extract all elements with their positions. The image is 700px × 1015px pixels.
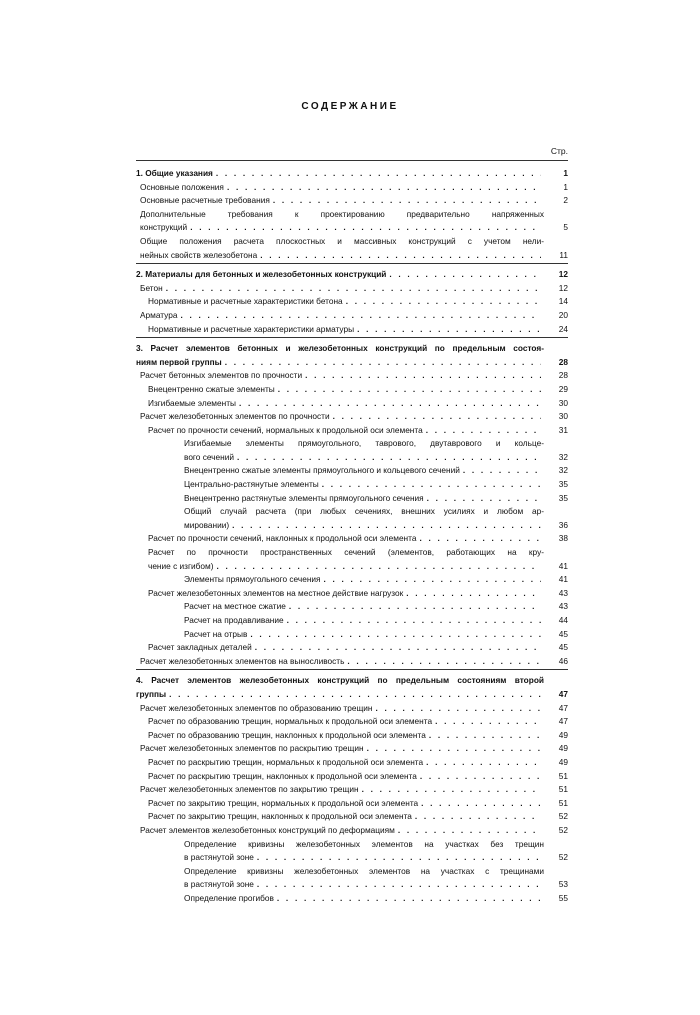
toc-item[interactable] — [136, 600, 568, 614]
toc-item[interactable] — [136, 715, 568, 729]
dot-leader — [216, 167, 541, 181]
toc-item-text: Внецентренно сжатые элементы прямоугольного и кольцевого сечений — [184, 465, 460, 476]
toc-page-number: 11 — [559, 249, 568, 260]
dot-leader — [257, 878, 541, 892]
dot-leader — [255, 641, 541, 655]
toc-item[interactable] — [136, 641, 568, 655]
toc-item[interactable] — [136, 282, 568, 296]
dot-leader — [324, 573, 541, 587]
toc-item[interactable] — [136, 702, 568, 716]
toc-item[interactable] — [136, 383, 568, 397]
toc-item[interactable] — [136, 824, 568, 838]
toc-item-text: Расчет элементов железобетонных конструкций по деформациям — [140, 824, 395, 835]
toc-page-number: 2 — [563, 195, 568, 206]
toc-page-number: 28 — [558, 370, 568, 381]
toc-item[interactable] — [136, 655, 568, 669]
toc-item-text: Внецентренно сжатые элементы — [148, 383, 275, 394]
dot-leader — [216, 560, 541, 574]
toc-page-number: 49 — [558, 729, 568, 740]
dot-leader — [362, 783, 541, 797]
toc-item-text: Арматура — [140, 309, 178, 320]
dot-leader — [180, 309, 541, 323]
dot-leader — [426, 424, 541, 438]
toc-page-number: 35 — [558, 479, 568, 490]
toc-item-text: Расчет на местное сжатие — [184, 601, 286, 612]
toc-item[interactable] — [136, 369, 568, 383]
toc-item[interactable] — [136, 587, 568, 601]
section-divider — [136, 669, 568, 670]
toc-item-text: Расчет железобетонных элементов по раскрытию трещин — [140, 743, 364, 754]
toc-item-text: Нормативные и расчетные характеристики бетона — [148, 296, 343, 307]
toc-item[interactable] — [136, 810, 568, 824]
toc-page-number: 14 — [558, 296, 568, 307]
toc-item-text: Расчет по закрытию трещин, наклонных к продольной оси элемента — [148, 811, 412, 822]
toc-item-text: Расчет железобетонных элементов по прочности — [140, 411, 330, 422]
toc-page-number: 55 — [558, 892, 568, 903]
dot-leader — [232, 519, 541, 533]
toc-item[interactable] — [136, 295, 568, 309]
dot-leader — [429, 729, 541, 743]
toc-chapter[interactable] — [136, 268, 568, 282]
toc-page-number: 36 — [558, 519, 568, 530]
section-divider — [136, 263, 568, 264]
toc-item-text: Расчет по закрытию трещин, нормальных к продольной оси элемента — [148, 797, 419, 808]
toc-page-number: 12 — [558, 269, 568, 280]
dot-leader — [260, 249, 541, 263]
toc-page-number: 29 — [558, 383, 568, 394]
dot-leader — [169, 688, 541, 702]
toc-page-number: 45 — [558, 642, 568, 653]
toc-page-number: 45 — [558, 628, 568, 639]
toc-item-text: Расчет по прочности сечений, нормальных к продольной оси элемента — [148, 424, 423, 435]
toc-item[interactable] — [136, 797, 568, 811]
toc-item-text: Нормативные и расчетные характеристики арматуры — [148, 323, 355, 334]
toc-item[interactable] — [136, 614, 568, 628]
dot-leader — [367, 742, 541, 756]
dot-leader — [376, 702, 541, 716]
toc-item[interactable] — [136, 323, 568, 337]
toc-item-text: Расчет на продавливание — [184, 615, 284, 625]
toc-page-number: 41 — [558, 574, 568, 585]
dot-leader — [427, 492, 541, 506]
toc-item-text: 4. Расчет элементов железобетонных конструкций по предельным состояниям второй — [136, 675, 544, 686]
toc-page-number: 52 — [558, 852, 568, 863]
toc-item[interactable] — [136, 628, 568, 642]
toc-item-text: в растянутой зоне — [184, 852, 254, 863]
header-rule — [136, 160, 568, 161]
dot-leader — [278, 383, 541, 397]
dot-leader — [421, 797, 541, 811]
toc-page-number: 47 — [558, 716, 568, 727]
dot-leader — [415, 810, 541, 824]
toc-item[interactable] — [136, 546, 568, 573]
toc-page-number: 35 — [558, 492, 568, 503]
toc-item[interactable] — [136, 729, 568, 743]
dot-leader — [237, 451, 541, 465]
toc-item[interactable] — [136, 424, 568, 438]
toc-item-text: Расчет по раскрытию трещин, нормальных к продольной оси элемента — [148, 756, 424, 767]
toc-item-text: конструкций — [140, 222, 188, 233]
toc-item[interactable] — [136, 437, 568, 464]
toc-item[interactable] — [136, 756, 568, 770]
toc-page-number: 52 — [558, 811, 568, 822]
dot-leader — [463, 464, 541, 478]
table-of-contents — [136, 167, 568, 905]
toc-item-text: нейных свойств железобетона — [140, 249, 258, 260]
toc-item-text: чение с изгибом) — [148, 560, 214, 571]
toc-item[interactable] — [136, 478, 568, 492]
toc-page-number: 12 — [558, 282, 568, 293]
toc-item-text: Изгибаемые элементы прямоугольного, таврового, двутаврового и кольце- — [184, 438, 544, 449]
toc-item[interactable] — [136, 783, 568, 797]
toc-item[interactable] — [136, 194, 568, 208]
toc-item[interactable] — [136, 865, 568, 892]
dot-leader — [227, 181, 541, 195]
dot-leader — [420, 770, 541, 784]
page-column-header: Стр. — [550, 146, 568, 156]
dot-leader — [166, 282, 541, 296]
toc-page-number: 24 — [558, 323, 568, 334]
toc-item-text: Определение кривизны железобетонных элементов на участках с трещинами — [184, 865, 544, 876]
toc-item[interactable] — [136, 464, 568, 478]
toc-item-text: Расчет железобетонных элементов на местное действие нагрузок — [148, 587, 404, 598]
toc-item[interactable] — [136, 573, 568, 587]
toc-page-number: 51 — [558, 797, 568, 808]
dot-leader — [357, 323, 541, 337]
dot-leader — [277, 892, 541, 906]
toc-item[interactable] — [136, 532, 568, 546]
toc-item[interactable] — [136, 208, 568, 235]
toc-item-text: Расчет закладных деталей — [148, 642, 252, 653]
toc-page-number: 46 — [558, 655, 568, 666]
dot-leader — [435, 715, 541, 729]
toc-item[interactable] — [136, 309, 568, 323]
toc-item-text: в растянутой зоне — [184, 879, 254, 890]
toc-page-number: 43 — [558, 601, 568, 612]
toc-page-number: 31 — [558, 424, 568, 435]
dot-leader — [426, 756, 541, 770]
toc-chapter[interactable] — [136, 674, 568, 701]
toc-item-text: Элементы прямоугольного сечения — [184, 574, 321, 585]
toc-item[interactable] — [136, 397, 568, 411]
toc-item[interactable] — [136, 838, 568, 865]
toc-page-number: 41 — [558, 560, 568, 571]
toc-item-text: Расчет по прочности сечений, наклонных к продольной оси элемента — [148, 533, 417, 544]
toc-page-number: 30 — [558, 411, 568, 422]
dot-leader — [398, 824, 541, 838]
toc-item-text: Основные расчетные требования — [140, 195, 270, 206]
dot-leader — [346, 295, 541, 309]
toc-item[interactable] — [136, 892, 568, 906]
dot-leader — [333, 410, 541, 424]
toc-page-number: 51 — [558, 770, 568, 781]
toc-item-text: Общие положения расчета плоскостных и массивных конструкций с учетом нели- — [140, 235, 544, 246]
toc-item-text: вого сечений — [184, 451, 234, 462]
dot-leader — [273, 194, 541, 208]
toc-item-text: мировании) — [184, 519, 230, 530]
toc-page-number: 47 — [558, 702, 568, 713]
toc-item-text: Расчет железобетонных элементов на выносливость — [140, 655, 345, 666]
dot-leader — [225, 356, 541, 370]
toc-item-text: Бетон — [140, 282, 163, 293]
toc-item-text: Центрально-растянутые элементы — [184, 479, 319, 490]
toc-item-text: Расчет железобетонных элементов по образованию трещин — [140, 702, 373, 713]
toc-item[interactable] — [136, 492, 568, 506]
dot-leader — [305, 369, 541, 383]
toc-page-number: 30 — [558, 397, 568, 408]
toc-item-text: Расчет по раскрытию трещин, наклонных к продольной оси элемента — [148, 770, 417, 781]
toc-page-number: 44 — [558, 615, 568, 625]
dot-leader — [190, 221, 541, 235]
toc-item-text: Расчет по образованию трещин, нормальных к продольной оси элемента — [148, 716, 433, 727]
toc-item-text: Определение кривизны железобетонных элементов на участках без трещин — [184, 838, 544, 849]
toc-item[interactable] — [136, 235, 568, 262]
toc-page-number: 49 — [558, 743, 568, 754]
toc-item-text: Дополнительные требования к проектированию предварительно напряженных — [140, 208, 544, 219]
toc-item-text: Определение прогибов — [184, 892, 274, 903]
toc-item-text: Расчет по прочности пространственных сечений (элементов, работающих на кру- — [148, 547, 544, 558]
toc-item[interactable] — [136, 505, 568, 532]
toc-item-text: Расчет железобетонных элементов по закрытию трещин — [140, 784, 359, 795]
toc-item-text: группы — [136, 688, 167, 699]
toc-item[interactable] — [136, 742, 568, 756]
toc-page-number: 49 — [558, 756, 568, 767]
toc-item-text: ниям первой группы — [136, 356, 222, 367]
dot-leader — [239, 397, 541, 411]
toc-page-number: 1 — [563, 181, 568, 192]
toc-page-number: 51 — [558, 784, 568, 795]
toc-item-text: 1. Общие указания — [136, 168, 213, 178]
toc-page-number: 38 — [558, 533, 568, 544]
dot-leader — [287, 614, 541, 628]
toc-item-text: 2. Материалы для бетонных и железобетонных конструкций — [136, 269, 387, 280]
toc-page-number: 32 — [558, 465, 568, 476]
page-title: СОДЕРЖАНИЕ — [301, 101, 399, 112]
dot-leader — [347, 655, 541, 669]
section-divider — [136, 337, 568, 338]
dot-leader — [322, 478, 541, 492]
toc-item-text: Внецентренно растянутые элементы прямоугольного сечения — [184, 492, 424, 503]
toc-page-number: 52 — [558, 824, 568, 835]
toc-item-text: Расчет на отрыв — [184, 628, 248, 639]
toc-item-text: 3. Расчет элементов бетонных и железобетонных конструкций по предельным состоя- — [136, 343, 544, 354]
toc-item-text: Расчет бетонных элементов по прочности — [140, 370, 303, 381]
toc-chapter[interactable] — [136, 342, 568, 369]
toc-item-text: Изгибаемые элементы — [148, 397, 236, 408]
toc-page-number: 53 — [558, 879, 568, 890]
toc-page-number: 5 — [563, 222, 568, 233]
dot-leader — [419, 532, 541, 546]
toc-page-number: 28 — [558, 356, 568, 367]
toc-item[interactable] — [136, 410, 568, 424]
dot-leader — [289, 600, 541, 614]
toc-page-number: 47 — [558, 688, 568, 699]
dot-leader — [257, 851, 541, 865]
toc-item-text: Расчет по образованию трещин, наклонных к продольной оси элемента — [148, 729, 426, 740]
toc-item-text: Общий случай расчета (при любых сечениях, внешних усилиях и любом ар- — [184, 506, 544, 517]
toc-chapter[interactable] — [136, 167, 568, 181]
toc-item[interactable] — [136, 181, 568, 195]
dot-leader — [250, 628, 541, 642]
toc-page-number: 20 — [558, 309, 568, 320]
dot-leader — [406, 587, 541, 601]
toc-item-text: Основные положения — [140, 181, 224, 192]
toc-page-number: 43 — [558, 587, 568, 598]
toc-page-number: 32 — [558, 451, 568, 462]
toc-item[interactable] — [136, 770, 568, 784]
dot-leader — [389, 268, 541, 282]
toc-page-number: 1 — [563, 168, 568, 178]
